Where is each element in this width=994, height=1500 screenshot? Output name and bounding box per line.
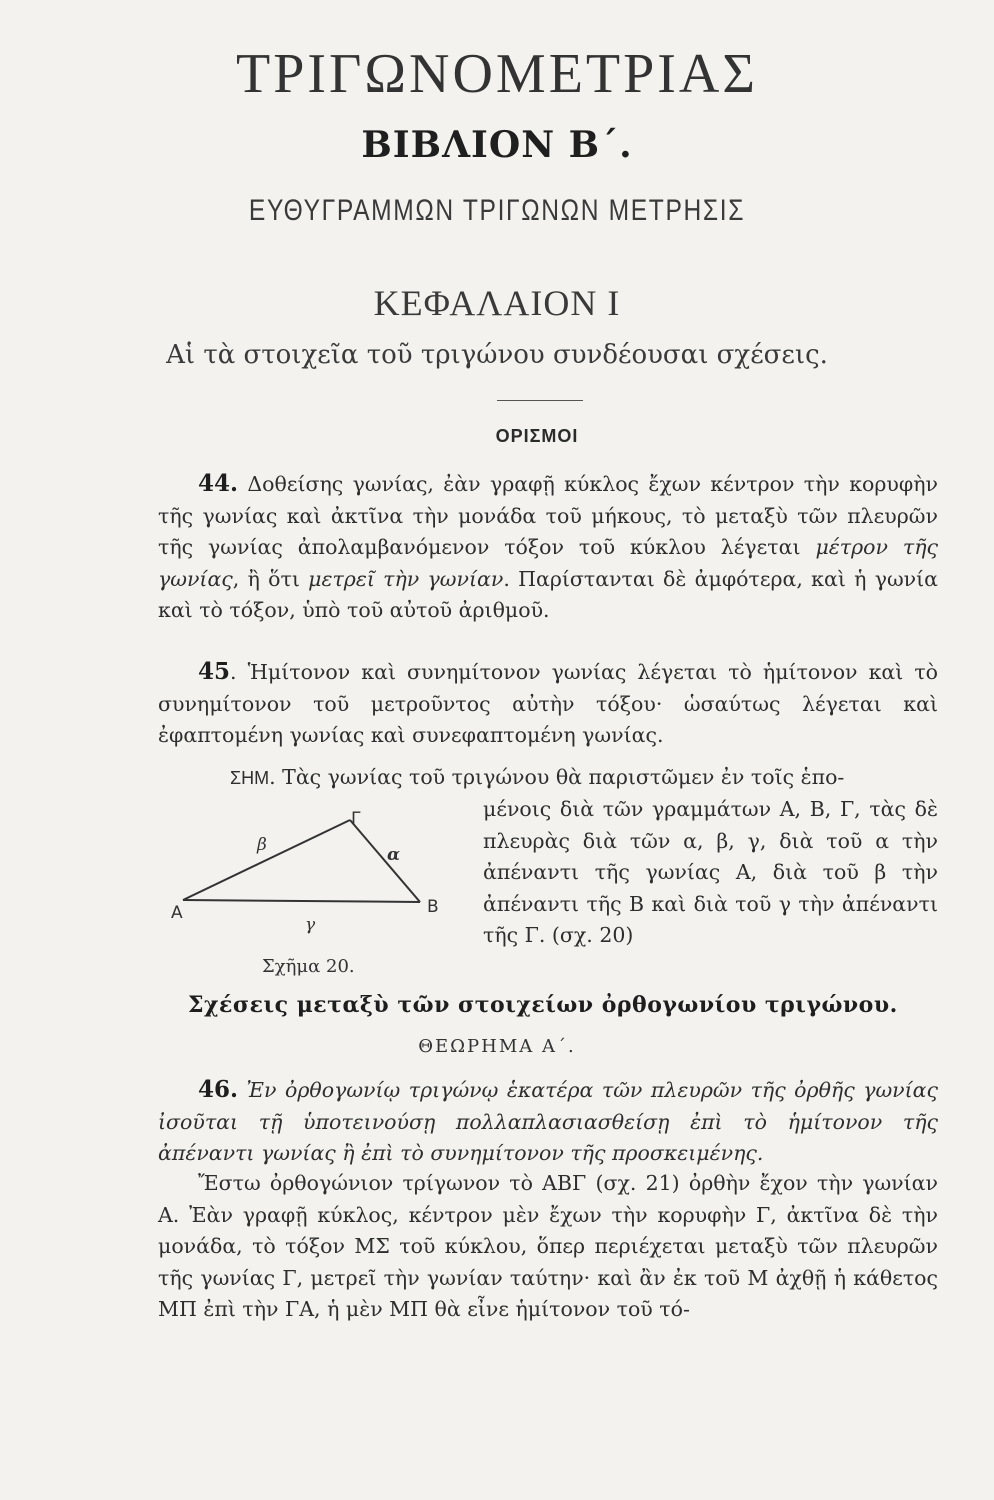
side-c-label: γ [305,915,316,935]
chapter-title: ΚΕΦΑΛΑΙΟΝ Ι [373,283,621,323]
divider [497,400,583,401]
figure-caption: Σχῆμα 20. [262,956,355,977]
theorem-heading: ΘΕΩΡΗΜΑ Α΄. [418,1036,576,1057]
side-a-line [350,820,420,902]
definitions-heading: ΟΡΙΣΜΟΙ [495,426,579,446]
note-first-line [158,762,938,795]
vertex-g-label: Γ [351,809,361,829]
vertex-b-label: Β [427,897,439,917]
paragraph-text: Δοθείσης γωνίας, ἐὰν γραφῇ κύκλος ἔχων κέντρον τὴν κορυφὴν τῆς γωνίας καὶ ἀκτῖνα τὴν μονάδα τοῦ μήκους, τὸ μεταξὺ τῶν πλευρῶν τῆς γωνίας ἀπολαμβανόμενον τόξον τοῦ κύκλου λέγεται [158,472,938,559]
page-title: ΤΡΙΓΩΝΟΜΕΤΡΙΑΣ [236,43,758,105]
book-subtitle: ΕΥΘΥΓΡΑΜΜΩΝ ΤΡΙΓΩΝΩΝ ΜΕΤΡΗΣΙΣ [248,194,746,227]
side-b-label: β [257,835,267,855]
triangle-figure [165,800,455,950]
section-number: 45 [198,658,231,685]
chapter-subtitle: Αἱ τὰ στοιχεῖα τοῦ τριγώνου συνδέουσαι σχέσεις. [166,340,828,370]
paragraph-44 [158,468,938,627]
side-b-line [183,820,350,900]
theorem-statement [158,1074,938,1170]
side-c-line [183,900,420,902]
note-side-text: μένοις διὰ τῶν γραμμάτων Α, Β, Γ, τὰς δὲ πλευρὰς διὰ τῶν α, β, γ, διὰ τοῦ α τὴν ἀπέναντι τῆς γωνίας Α, διὰ τοῦ β τὴν ἀπέναντι τῆς Β καὶ διὰ τοῦ γ τὴν ἀπέναντι τῆς Γ. (σχ. 20) [483,797,938,947]
proof-paragraph: Ἔστω ὀρθογώνιον τρίγωνον τὸ ΑΒΓ (σχ. 21) ὀρθὴν ἔχον τὴν γωνίαν Α. Ἐὰν γραφῇ κύκλος, κέντρον μὲν ἔχων τὴν κορυφὴν Γ, ἀκτῖνα δὲ τὴν μονάδα, τὸ τόξον ΜΣ τοῦ κύκλου, ὅπερ περιέχεται μεταξὺ τῶν πλευρῶν τῆς γωνίας Γ, μετρεῖ τὴν γωνίαν ταύτην· καὶ ἂν ἐκ τοῦ Μ ἀχθῇ ἡ κάθετος ΜΠ ἐπὶ τὴν ΓΑ, ἡ μὲν ΜΠ θὰ εἶνε ἡμίτονον τοῦ τό- [158,1171,938,1321]
section-number: 46. [198,1076,239,1103]
paragraph-text: . Παρίστανται δὲ ἀμφότερα, καὶ ἡ γωνία καὶ τὸ τόξον, ὑπὸ τοῦ αὐτοῦ ἀριθμοῦ. [158,566,939,622]
section-number: 44. [198,470,239,497]
paragraph-45 [158,656,938,752]
book-heading: ΒΙΒΛΙΟΝ Β΄. [361,124,633,166]
vertex-a-label: Α [171,903,183,923]
emphasis-text: μέτρον τῆς γωνίας [158,535,938,591]
note-text: . Τὰς γωνίας τοῦ τριγώνου θὰ παριστῶμεν ἐν τοῖς ἑπο- [269,765,845,789]
paragraph-text: . Ἡμίτονον καὶ συνημίτονον γωνίας λέγεται τὸ ἡμίτονον καὶ τὸ συνημίτονον τοῦ μετροῦντος αὐτὴν τόξου· ὡσαύτως λέγεται καὶ ἐφαπτομένη γωνίας καὶ συνεφαπτομένη γωνίας. [158,660,938,747]
section-heading: Σχέσεις μεταξὺ τῶν στοιχείων ὀρθογωνίου τριγώνου. [188,992,898,1018]
theorem-text: Ἐν ὀρθογωνίῳ τριγώνῳ ἑκατέρα τῶν πλευρῶν τῆς ὀρθῆς γωνίας ἰσοῦται τῇ ὑποτεινούσῃ πολλαπλασιασθείσῃ ἐπὶ τὸ ἡμίτονον τῆς ἀπέναντι γωνίας ἢ ἐπὶ τὸ συνημίτονον τῆς προσκειμένης. [158,1078,938,1165]
emphasis-text: μετρεῖ τὴν γωνίαν [308,566,504,591]
note-label: ΣΗΜ [230,768,270,788]
side-a-label: α [387,845,401,865]
paragraph-text: , ἢ ὅτι [232,566,309,591]
